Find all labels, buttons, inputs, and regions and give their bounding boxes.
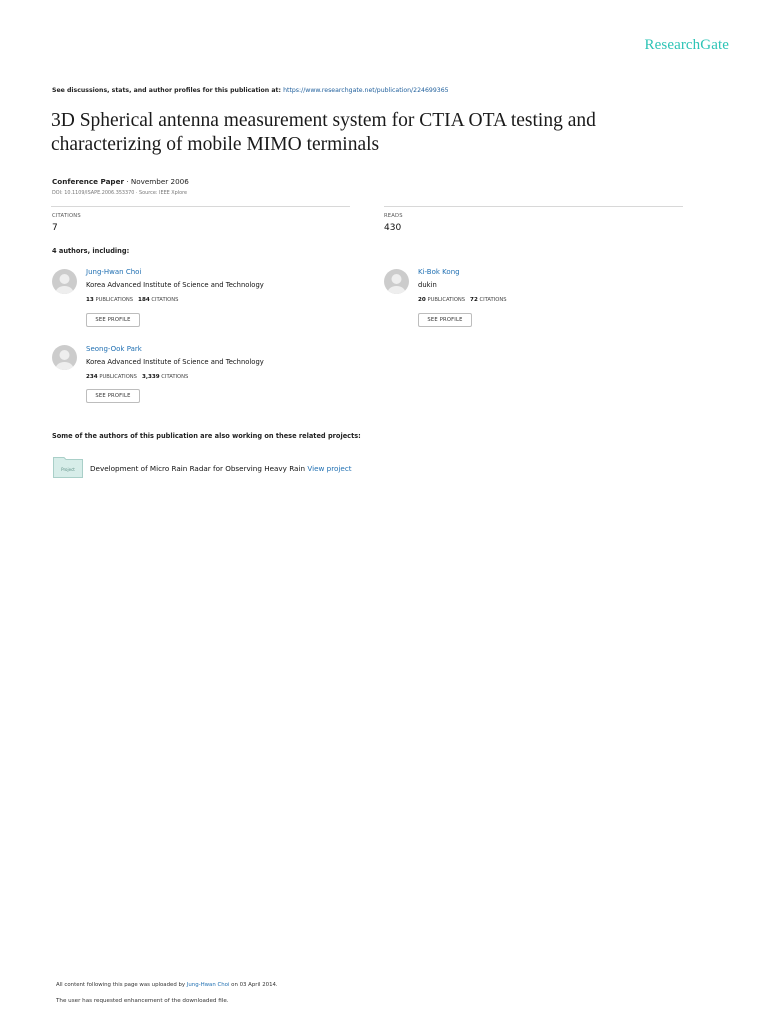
author-stats [86, 297, 178, 303]
see-profile-button[interactable]: SEE PROFILE [418, 313, 472, 327]
author-citations-label: CITATIONS [161, 374, 189, 380]
avatar-icon[interactable] [52, 269, 77, 294]
project-badge: Project [61, 467, 75, 472]
author-publications-count: 20 [418, 297, 426, 303]
related-projects-heading: Some of the authors of this publication are also working on these related projects: [52, 432, 361, 440]
author-stats [86, 374, 188, 380]
author-publications-count: 234 [86, 374, 98, 380]
reads-label: READS [384, 213, 403, 219]
divider-reads [384, 206, 683, 207]
see-profile-button[interactable]: SEE PROFILE [86, 389, 140, 403]
upload-note [56, 982, 278, 988]
view-project-link[interactable]: View project [307, 464, 352, 473]
uploader-link[interactable]: Jung-Hwan Choi [186, 982, 230, 988]
avatar-icon[interactable] [384, 269, 409, 294]
citations-value: 7 [52, 223, 58, 233]
paper-type: Conference Paper [52, 177, 124, 186]
avatar-icon[interactable] [52, 345, 77, 370]
see-profile-button[interactable]: SEE PROFILE [86, 313, 140, 327]
author-stats [418, 297, 507, 303]
discussion-text: See discussions, stats, and author profiles for this publication at: [52, 87, 284, 94]
citations-label: CITATIONS [52, 213, 81, 219]
author-publications-label: PUBLICATIONS [95, 297, 134, 303]
paper-type-line [52, 177, 189, 186]
author-citations-count: 184 [138, 297, 150, 303]
author-citations-label: CITATIONS [479, 297, 507, 303]
author-publications-count: 13 [86, 297, 94, 303]
upload-note-suffix: on 03 April 2014. [229, 982, 278, 988]
author-institution: Korea Advanced Institute of Science and Technology [86, 281, 264, 289]
enhancement-note: The user has requested enhancement of the downloaded file. [56, 998, 229, 1004]
reads-value: 430 [384, 223, 402, 233]
author-name-link[interactable]: Seong-Ook Park [86, 345, 142, 353]
author-name-link[interactable]: Ki-Bok Kong [418, 268, 460, 276]
discussion-line [52, 87, 449, 94]
author-institution: dukin [418, 281, 437, 289]
divider-citations [51, 206, 350, 207]
author-citations-count: 72 [470, 297, 478, 303]
doi-line: DOI: 10.1109/ISAPE.2006.353370 · Source: IEEE Xplore [52, 190, 188, 196]
upload-note-prefix: All content following this page was uploaded by [56, 982, 187, 988]
paper-title: 3D Spherical antenna measurement system for CTIA OTA testing and characterizing of mobile MIMO terminals [51, 110, 596, 155]
project-folder-icon[interactable] [53, 456, 83, 478]
project-title: Development of Micro Rain Radar for Observing Heavy Rain [90, 464, 308, 473]
author-citations-label: CITATIONS [151, 297, 179, 303]
publication-url-link[interactable]: https://www.researchgate.net/publication/224699365 [283, 87, 449, 94]
author-citations-count: 3,339 [141, 374, 160, 380]
paper-date: · November 2006 [124, 177, 189, 186]
author-publications-label: PUBLICATIONS [99, 374, 137, 380]
researchgate-logo[interactable]: ResearchGate [644, 37, 729, 53]
author-publications-label: PUBLICATIONS [427, 297, 466, 303]
author-institution: Korea Advanced Institute of Science and Technology [86, 358, 264, 366]
authors-heading: 4 authors, including: [52, 247, 130, 255]
author-name-link[interactable]: Jung-Hwan Choi [86, 268, 142, 276]
project-item [90, 464, 352, 473]
